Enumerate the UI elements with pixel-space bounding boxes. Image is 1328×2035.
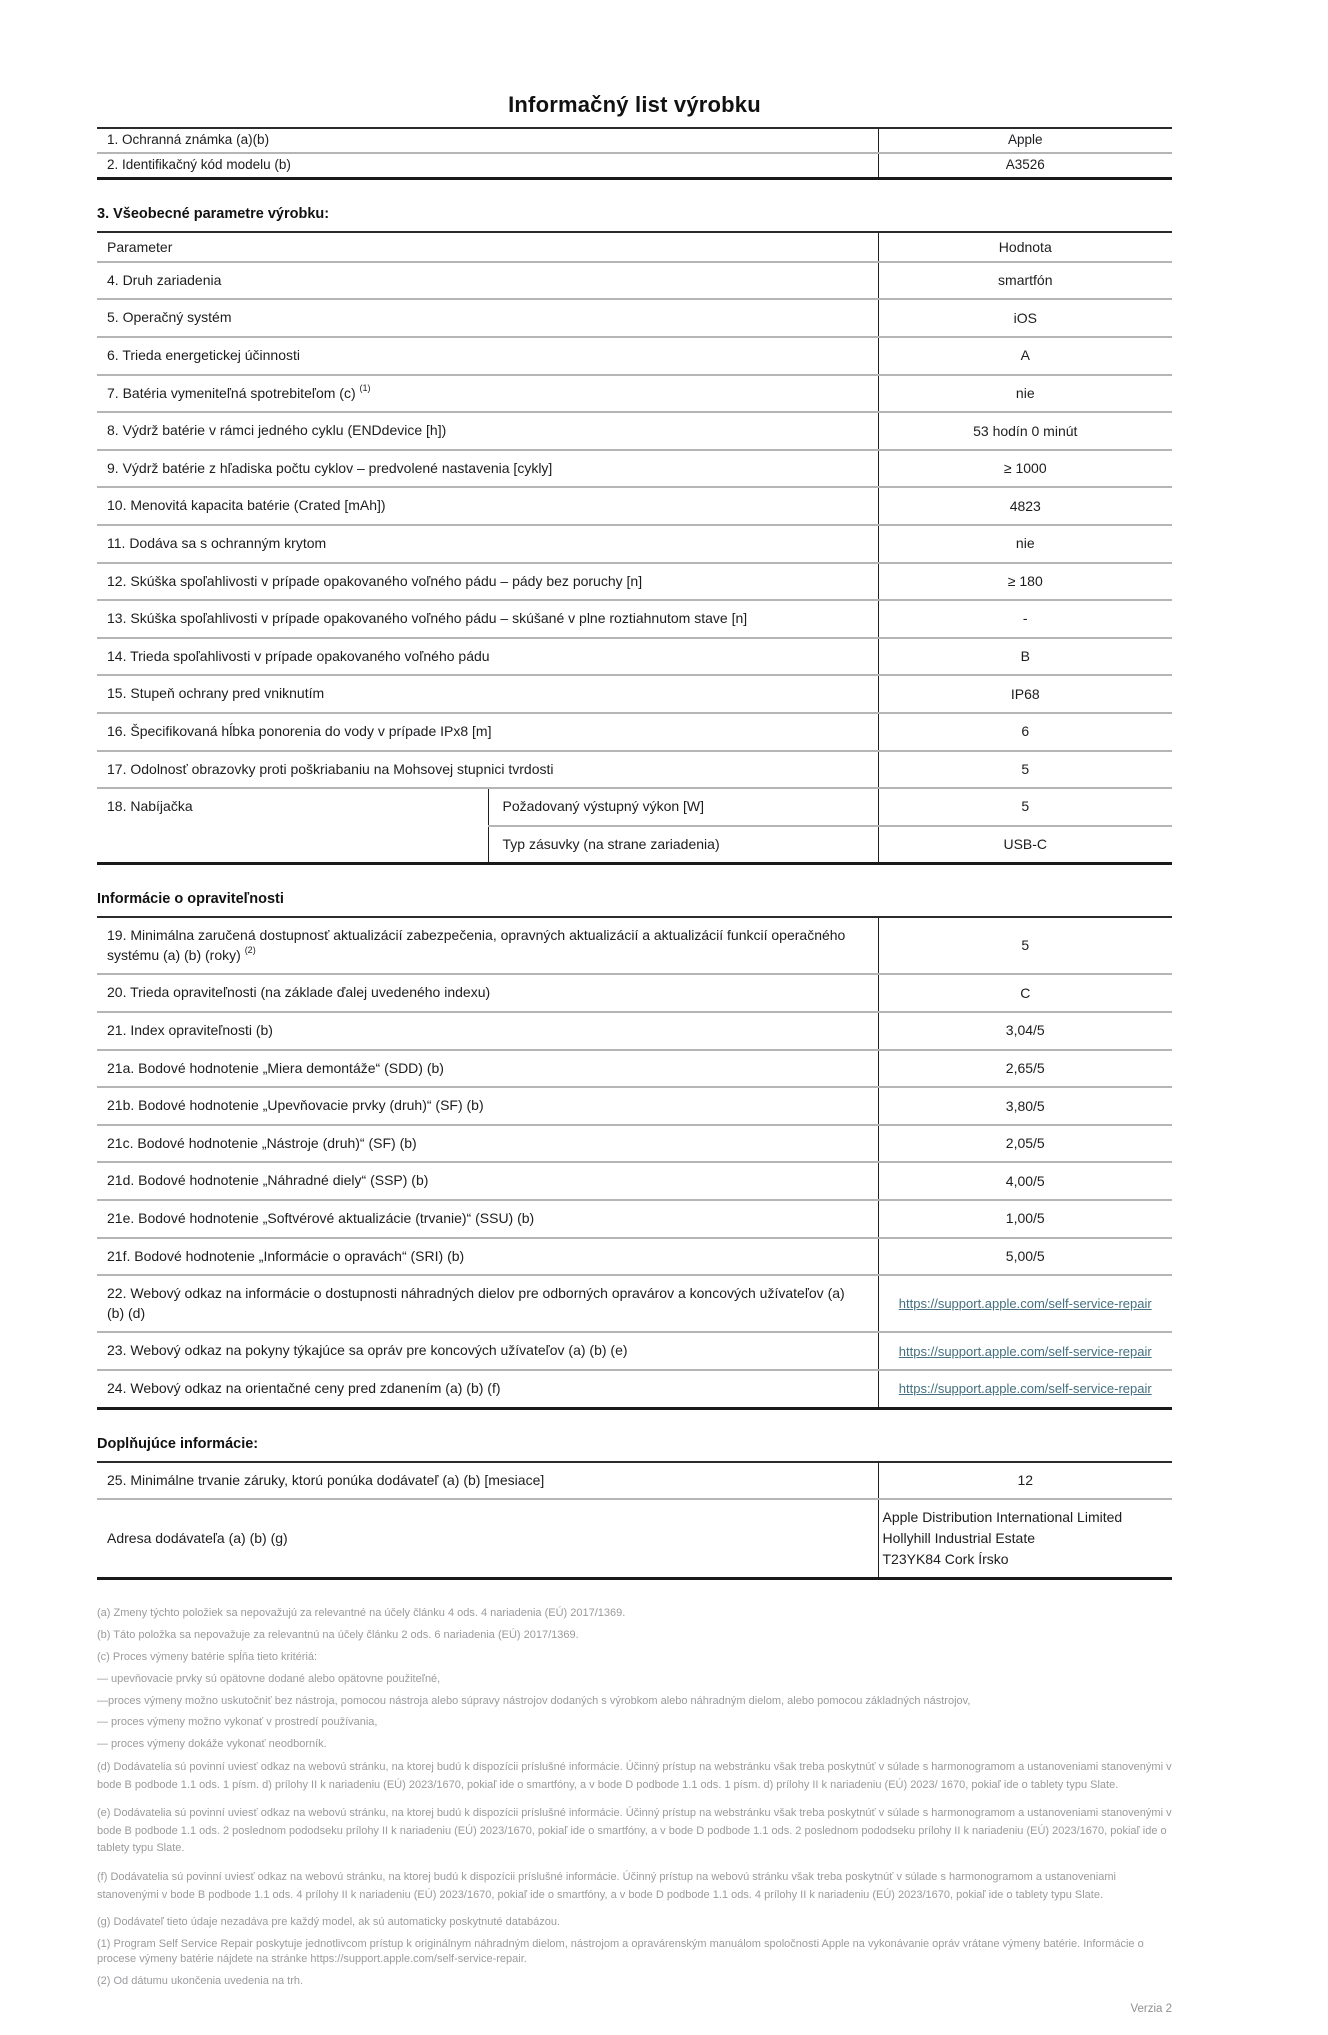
param-cell: 4. Druh zariadenia xyxy=(97,262,878,300)
value-cell: IP68 xyxy=(878,675,1172,713)
param-cell: 8. Výdrž batérie v rámci jedného cyklu (ENDdevice [h]) xyxy=(97,412,878,450)
footnote-group-abc xyxy=(97,1606,1172,1752)
value-cell: iOS xyxy=(878,299,1172,337)
charger-sub-label: Požadovaný výstupný výkon [W] xyxy=(488,788,878,826)
param-cell xyxy=(97,917,878,974)
section-heading-general-parameters: 3. Všeobecné parametre výrobku: xyxy=(97,205,330,222)
value-cell: 2,65/5 xyxy=(878,1050,1172,1088)
param-cell: 21a. Bodové hodnotenie „Miera demontáže“ (SDD) (b) xyxy=(97,1050,878,1088)
column-header-parameter: Parameter xyxy=(97,232,878,262)
param-cell: 21f. Bodové hodnotenie „Informácie o opravách“ (SRI) (b) xyxy=(97,1238,878,1276)
additional-info-table xyxy=(97,1461,1172,1581)
value-cell: 5 xyxy=(878,751,1172,789)
version-label: Verzia 2 xyxy=(1130,2002,1172,2015)
param-cell: 21c. Bodové hodnotenie „Nástroje (druh)“ (SF) (b) xyxy=(97,1125,878,1163)
param-cell: 15. Stupeň ochrany pred vniknutím xyxy=(97,675,878,713)
param-cell: 25. Minimálne trvanie záruky, ktorú ponúka dodávateľ (a) (b) [mesiace] xyxy=(97,1462,878,1500)
table-row xyxy=(97,1050,1172,1088)
self-service-repair-link[interactable]: https://support.apple.com/self-service-repair xyxy=(898,1343,1152,1359)
value-cell: 3,80/5 xyxy=(878,1087,1172,1125)
general-parameters-table xyxy=(97,231,1172,866)
table-row-charger xyxy=(97,788,1172,826)
value-cell: 5 xyxy=(878,917,1172,974)
table-row xyxy=(97,262,1172,300)
param-cell: 1. Ochranná známka (a)(b) xyxy=(97,128,878,153)
table-row xyxy=(97,299,1172,337)
param-cell: 14. Trieda spoľahlivosti v prípade opakovaného voľného pádu xyxy=(97,638,878,676)
value-cell: nie xyxy=(878,375,1172,413)
table-row xyxy=(97,153,1172,178)
value-cell: smartfón xyxy=(878,262,1172,300)
param-cell-charger: 18. Nabíjačka xyxy=(97,788,488,864)
address-line: Hollyhill Industrial Estate xyxy=(882,1530,1036,1547)
param-cell: 23. Webový odkaz na pokyny týkajúce sa opráv pre koncových užívateľov (a) (b) (e) xyxy=(97,1332,878,1370)
supplier-address-cell xyxy=(878,1499,1172,1579)
footnote-ref-2: (2) xyxy=(244,945,256,956)
param-cell: 16. Špecifikovaná hĺbka ponorenia do vody v prípade IPx8 [m] xyxy=(97,713,878,751)
param-cell: 5. Operačný systém xyxy=(97,299,878,337)
param-cell: 21d. Bodové hodnotenie „Náhradné diely“ (SSP) (b) xyxy=(97,1162,878,1200)
table-row xyxy=(97,1332,1172,1370)
value-cell: A3526 xyxy=(878,153,1172,178)
value-cell: A xyxy=(878,337,1172,375)
table-row xyxy=(97,1462,1172,1500)
footnote-ref-1: (1) xyxy=(359,382,371,393)
table-row xyxy=(97,1162,1172,1200)
self-service-repair-link[interactable]: https://support.apple.com/self-service-repair xyxy=(898,1296,1152,1312)
table-row xyxy=(97,1087,1172,1125)
footnote: — proces výmeny dokáže vykonať neodborník. xyxy=(97,1738,327,1751)
page-title: Informačný list výrobku xyxy=(508,92,761,117)
table-row xyxy=(97,1200,1172,1238)
value-cell xyxy=(878,1275,1172,1332)
param-text: 7. Batéria vymeniteľná spotrebiteľom (c) xyxy=(107,384,356,401)
param-cell: 12. Skúška spoľahlivosti v prípade opakovaného voľného pádu – pády bez poruchy [n] xyxy=(97,563,878,601)
value-cell: 53 hodín 0 minút xyxy=(878,412,1172,450)
table-row xyxy=(97,450,1172,488)
value-cell: B xyxy=(878,638,1172,676)
table-row xyxy=(97,563,1172,601)
value-cell: 2,05/5 xyxy=(878,1125,1172,1163)
table-row-supplier-address xyxy=(97,1499,1172,1579)
footnote: (c) Proces výmeny batérie spĺňa tieto kritériá: xyxy=(97,1650,318,1663)
value-cell: 5 xyxy=(878,788,1172,826)
param-cell: 21. Index opraviteľnosti (b) xyxy=(97,1012,878,1050)
param-cell: 11. Dodáva sa s ochranným krytom xyxy=(97,525,878,563)
footnote: —proces výmeny možno uskutočniť bez nástroja, pomocou nástroja alebo súpravy nástrojov dodaných s výrobkom alebo náhradným dielom, alebo pomocou základných nástrojov, xyxy=(97,1694,971,1707)
param-cell: 9. Výdrž batérie z hľadiska počtu cyklov – predvolené nastavenia [cykly] xyxy=(97,450,878,488)
value-cell: 4823 xyxy=(878,487,1172,525)
value-cell: 6 xyxy=(878,713,1172,751)
value-cell: nie xyxy=(878,525,1172,563)
value-cell: ≥ 180 xyxy=(878,563,1172,601)
param-cell: 21e. Bodové hodnotenie „Softvérové aktualizácie (trvanie)“ (SSU) (b) xyxy=(97,1200,878,1238)
footnote: — proces výmeny možno vykonať v prostredí používania, xyxy=(97,1716,378,1729)
param-cell: 13. Skúška spoľahlivosti v prípade opakovaného voľného pádu – skúšané v plne roztiahnutom stave [n] xyxy=(97,600,878,638)
value-cell: 3,04/5 xyxy=(878,1012,1172,1050)
param-cell: 20. Trieda opraviteľnosti (na základe ďalej uvedeného indexu) xyxy=(97,974,878,1012)
charger-sub-label: Typ zásuvky (na strane zariadenia) xyxy=(488,826,878,864)
footnote: (d) Dodávatelia sú povinní uviesť odkaz na webovú stránku, na ktorej budú k dispozícii príslušné informácie. Účinný prístup na webstránku však treba poskytnúť v súlade s harmonogramom a ustanoveniami stanovenými v bode B podbode 1.1 ods. 1 písm. d) prílohy II k nariadeniu (EÚ) 2023/1670, pokiaľ ide o smartfóny, a v bode D podbode 1.1 ods. 1 písm. d) prílohy II k nariadeniu (EÚ) 2023/ 1670, pokiaľ ide o tablety typu Slate. xyxy=(97,1761,1172,1791)
table-row xyxy=(97,337,1172,375)
param-cell: 21b. Bodové hodnotenie „Upevňovacie prvky (druh)“ (SF) (b) xyxy=(97,1087,878,1125)
value-cell: USB-C xyxy=(878,826,1172,864)
value-cell: - xyxy=(878,600,1172,638)
footnote: (1) Program Self Service Repair poskytuje jednotlivcom prístup k originálnym náhradným dielom, nástrojom a opravárenským manuálom spoločnosti Apple na vykonávanie opráv vrátane výmeny batérie. Informácie o procese výmeny batérie nájdete na stránke https://support.apple.com/self-service-repair. xyxy=(97,1938,1144,1965)
table-row xyxy=(97,128,1172,153)
param-text: 19. Minimálna zaručená dostupnosť aktualizácií zabezpečenia, opravných aktualizácií a aktualizácií funkcií operačného systému (a) (b) (roky) xyxy=(107,927,846,963)
value-cell: 5,00/5 xyxy=(878,1238,1172,1276)
section-heading-additional-info: Doplňujúce informácie: xyxy=(97,1435,259,1452)
table-row xyxy=(97,917,1172,974)
param-cell: 6. Trieda energetickej účinnosti xyxy=(97,337,878,375)
footnote: (a) Zmeny týchto položiek sa nepovažujú za relevantné na účely článku 4 ods. 4 nariadenia (EÚ) 2017/1369. xyxy=(97,1607,626,1620)
table-row xyxy=(97,974,1172,1012)
value-cell xyxy=(878,1370,1172,1408)
footnote: — upevňovacie prvky sú opätovne dodané alebo opätovne použiteľné, xyxy=(97,1672,441,1685)
table-row xyxy=(97,525,1172,563)
table-row xyxy=(97,751,1172,789)
footnote: (f) Dodávatelia sú povinní uviesť odkaz na webovú stránku, na ktorej budú k dispozícii príslušné informácie. Účinný prístup na webovú stránku však treba poskytnúť v súlade s harmonogramom a ustanoveniami stanovenými v bode B podbode 1.1 ods. 4 prílohy II k nariadeniu (EÚ) 2023/1670, pokiaľ ide o smartfóny, a v bode D podbode 1.1 ods. 4 prílohy II k nariadeniu (EÚ) 2023/1670, pokiaľ ide o tablety typu Slate. xyxy=(97,1871,1116,1901)
table-row xyxy=(97,1275,1172,1332)
footnote: (g) Dodávateľ tieto údaje nezadáva pre každý model, ak sú automaticky poskytnuté databázou. xyxy=(97,1916,561,1929)
param-cell: 22. Webový odkaz na informácie o dostupnosti náhradných dielov pre odborných opravárov a koncových užívateľov (a) (b) (d) xyxy=(97,1275,878,1332)
footnote: (b) Táto položka sa nepovažuje za relevantnú na účely článku 2 ods. 6 nariadenia (EÚ) 2017/1369. xyxy=(97,1629,579,1642)
table-row xyxy=(97,713,1172,751)
table-row xyxy=(97,675,1172,713)
table-row xyxy=(97,1238,1172,1276)
footnote: (e) Dodávatelia sú povinní uviesť odkaz na webovú stránku, na ktorej budú k dispozícii príslušné informácie. Účinný prístup na webstránku však treba poskytnúť v súlade s harmonogramom a ustanoveniami stanovenými v bode B podbode 1.1 ods. 2 poslednom pododseku prílohy II k nariadeniu (EÚ) 2023/1670, pokiaľ ide o smartfóny, a v bode D podbode 1.1 ods. 2 poslednom pododseku prílohy II k nariadeniu (EÚ) 2023/1670, pokiaľ ide o tablety typu Slate. xyxy=(97,1807,1172,1855)
param-cell: 2. Identifikačný kód modelu (b) xyxy=(97,153,878,178)
table-row xyxy=(97,375,1172,413)
value-cell xyxy=(878,1332,1172,1370)
repairability-table xyxy=(97,916,1172,1409)
value-cell: C xyxy=(878,974,1172,1012)
table-row xyxy=(97,638,1172,676)
table-row xyxy=(97,412,1172,450)
param-cell: 17. Odolnosť obrazovky proti poškriabaniu na Mohsovej stupnici tvrdosti xyxy=(97,751,878,789)
value-cell: ≥ 1000 xyxy=(878,450,1172,488)
param-cell: Adresa dodávateľa (a) (b) (g) xyxy=(97,1499,878,1579)
param-cell: 24. Webový odkaz na orientačné ceny pred zdanením (a) (b) (f) xyxy=(97,1370,878,1408)
table-row xyxy=(97,1125,1172,1163)
section-heading-repairability: Informácie o opraviteľnosti xyxy=(97,891,284,908)
param-cell: 10. Menovitá kapacita batérie (Crated [mAh]) xyxy=(97,487,878,525)
footnote-group-g12 xyxy=(97,1915,1172,1988)
value-cell: 12 xyxy=(878,1462,1172,1500)
value-cell: 4,00/5 xyxy=(878,1162,1172,1200)
footnote-group-def xyxy=(97,1759,1172,1904)
table-row xyxy=(97,1012,1172,1050)
product-id-table xyxy=(97,127,1172,180)
footnote: (2) Od dátumu ukončenia uvedenia na trh. xyxy=(97,1974,304,1987)
table-row xyxy=(97,1370,1172,1408)
table-header-row xyxy=(97,232,1172,262)
footnotes-section xyxy=(97,1606,1172,1988)
self-service-repair-link[interactable]: https://support.apple.com/self-service-repair xyxy=(898,1381,1152,1397)
value-cell: Apple xyxy=(878,128,1172,153)
address-line: Apple Distribution International Limited xyxy=(882,1509,1123,1526)
column-header-value: Hodnota xyxy=(878,232,1172,262)
table-row xyxy=(97,600,1172,638)
param-cell xyxy=(97,375,878,413)
address-line: T23YK84 Cork Írsko xyxy=(882,1551,1009,1568)
table-row xyxy=(97,487,1172,525)
value-cell: 1,00/5 xyxy=(878,1200,1172,1238)
